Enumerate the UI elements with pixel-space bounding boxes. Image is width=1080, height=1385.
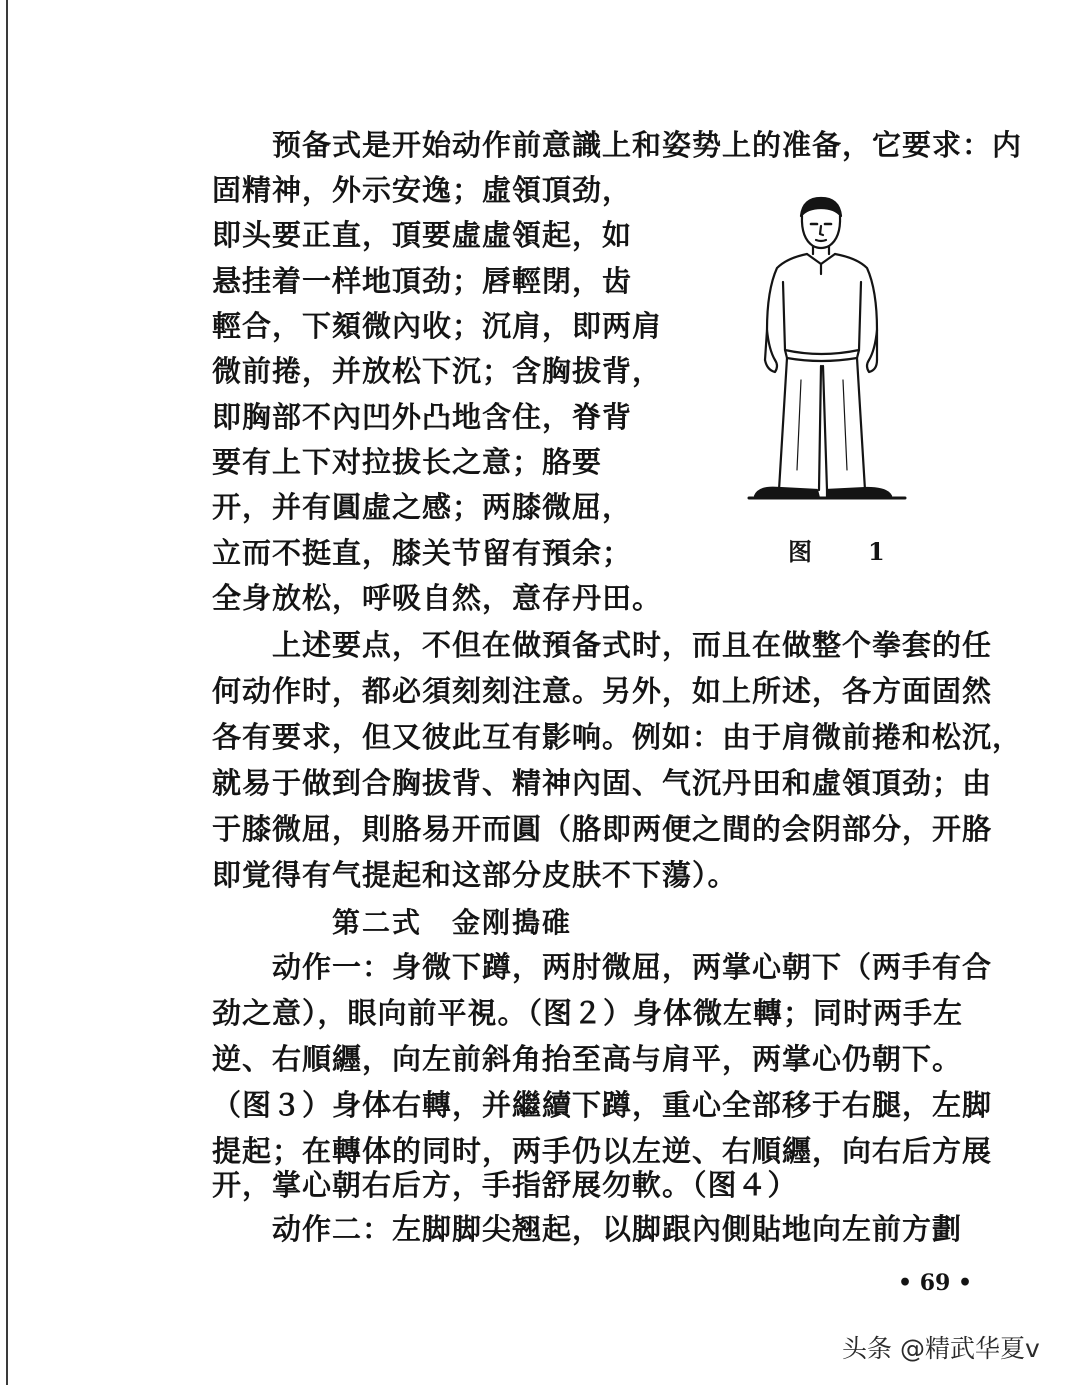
body-line: 即头要正直，頂要虛虛領起，如 — [212, 218, 633, 252]
watermark: 头条 @精武华夏v — [842, 1334, 1040, 1363]
body-line: 要有上下对拉拔长之意；胳要 — [212, 445, 603, 479]
section-line: 开，掌心朝右后方，手指舒展勿軟。（图４） — [212, 1168, 798, 1202]
body-line: 全身放松，呼吸自然，意存丹田。 — [212, 581, 663, 615]
section-line: 提起；在轉体的同时，两手仍以左逆、右順纒，向右后方展 — [212, 1134, 993, 1168]
body-line: 开，并有圓虛之感；两膝微屈， — [212, 490, 633, 524]
section-line: （图３）身体右轉，并繼續下蹲，重心全部移于右腿，左脚 — [212, 1088, 993, 1122]
body-line: 即覚得有气提起和这部分皮肤不下蕩）。 — [212, 858, 738, 892]
body-line: 就易于做到合胸拔背、精神內固、气沉丹田和虛領頂劲；由 — [212, 766, 993, 800]
body-line: 预备式是开始动作前意識上和姿势上的准备，它要求：内 — [272, 128, 1023, 162]
body-line: 輕合，下頦微內收；沉肩，即两肩 — [212, 309, 663, 343]
figure-1-standing-man-illustration — [735, 190, 925, 515]
body-line: 悬挂着一样地頂劲；唇輕閉，齿 — [212, 264, 633, 298]
body-line: 于膝微屈，則胳易开而圓（胳即两便之間的会阴部分，开胳 — [212, 812, 993, 846]
body-line: 立而不挺直，膝关节留有預余； — [212, 536, 633, 570]
figure-caption: 图 1 — [788, 537, 901, 566]
section-heading: 第二式 金刚搗碓 — [332, 906, 573, 939]
body-line: 即胸部不內凹外凸地含住，脊背 — [212, 400, 633, 434]
section-line: 动作二：左脚脚尖翘起，以脚跟內側貼地向左前方劃 — [272, 1212, 963, 1246]
section-line: 劲之意），眼向前平視。（图２）身体微左轉；同时两手左 — [212, 996, 964, 1030]
body-line: 微前捲，并放松下沉；含胸拔背， — [212, 354, 663, 388]
body-line: 固精神，外示安逸；虛領頂劲， — [212, 173, 633, 207]
section-line: 逆、右順纒，向左前斜角抬至高与肩平，两掌心仍朝下。 — [212, 1042, 963, 1076]
page-number: • 69 • — [898, 1270, 973, 1296]
body-line: 上述要点，不但在做預备式时，而且在做整个拳套的任 — [272, 628, 993, 662]
section-line: 动作一：身微下蹲，两肘微屈，两掌心朝下（两手有合 — [272, 950, 993, 984]
body-line: 各有要求，但又彼此互有影响。例如：由于肩微前捲和松沉， — [212, 720, 1023, 754]
body-line: 何动作时，都必須刻刻注意。另外，如上所述，各方面固然 — [212, 674, 993, 708]
